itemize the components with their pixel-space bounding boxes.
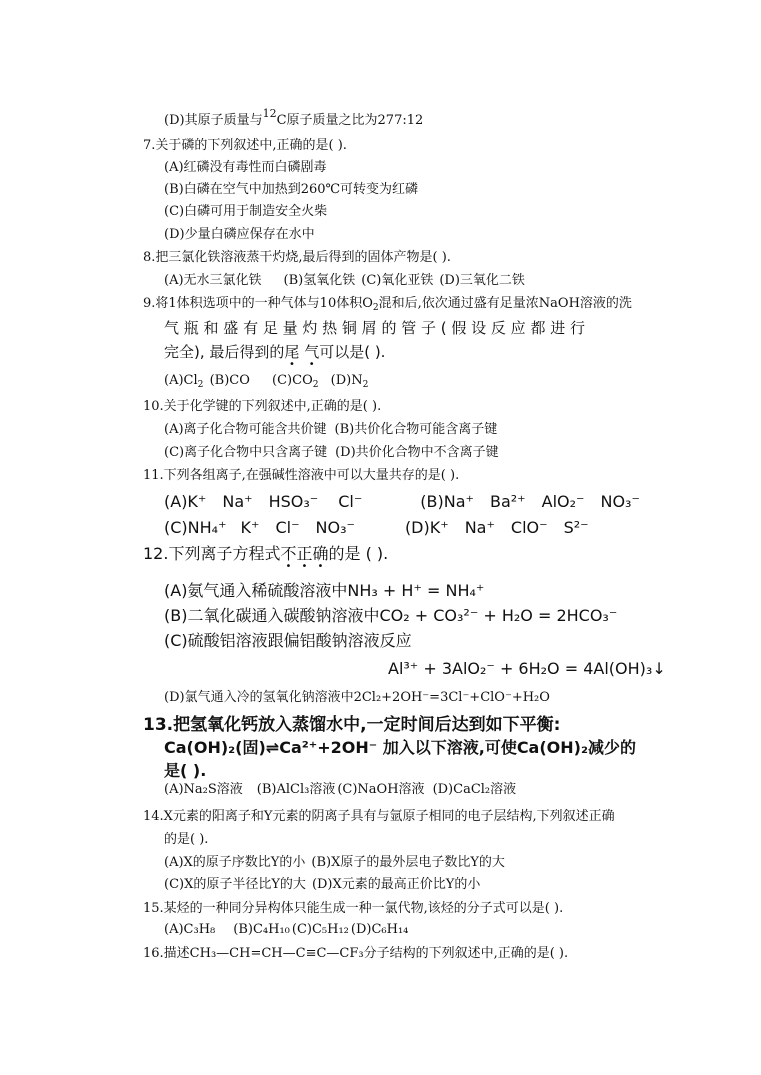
q10-options-ab xyxy=(164,421,497,439)
q9-option-a: $(A)Cl_2$ xyxy=(164,373,204,390)
q14-option-b: (B)X原子的最外层电子数比Y的大 xyxy=(311,855,505,870)
q15-option-a: (A)C₃H₈ xyxy=(164,922,216,937)
q9-option-c: $(C)CO_2$ xyxy=(272,373,319,390)
q11-d-ion-2: Na⁺ xyxy=(464,518,495,537)
q15-option-b: (B)C₄H₁₀ xyxy=(233,922,290,937)
q11-a-ion-2: Na⁺ xyxy=(222,492,253,511)
q11-d-ion-1: (D)K⁺ xyxy=(404,518,449,537)
q11-a-ion-4: Cl⁻ xyxy=(338,492,363,511)
q15-stem: 15.某烃的一种同分异构体只能生成一种一氯代物,该烃的分子式可以是( ). xyxy=(143,901,564,916)
q7-stem: 7.关于磷的下列叙述中,正确的是( ). xyxy=(143,138,347,153)
q11-b-ion-2: Ba²⁺ xyxy=(489,492,526,511)
q10-option-a: (A)离子化合物可能含共价键 xyxy=(164,422,327,437)
q10-option-d: (D)共价化合物中不含离子键 xyxy=(335,445,499,460)
q15-options xyxy=(164,921,408,939)
q14-options-cd xyxy=(164,876,480,894)
q9-stem-3-pre: 完全), 最后得到的 xyxy=(164,343,285,361)
q9-stem-1 xyxy=(143,295,632,313)
q13-option-d: (D)CaCl₂溶液 xyxy=(432,782,517,797)
q12-stem xyxy=(143,543,388,565)
q7-option-b: (B)白磷在空气中加热到260℃可转变为红磷 xyxy=(164,182,419,197)
q14-option-c: (C)X的原子半径比Y的大 xyxy=(164,877,306,892)
q14-stem-2: 的是( ). xyxy=(164,832,209,847)
q7-option-a: (A)红磷没有毒性而白磷剧毒 xyxy=(164,160,327,175)
q11-options-ab xyxy=(164,491,640,513)
q15-option-d: (D)C₆H₁₄ xyxy=(350,922,409,937)
q9-options xyxy=(164,372,368,390)
q9-stem-1-post: 混和后,依次通过盛有足量浓NaOH溶液的洗 xyxy=(378,296,632,311)
q11-c-ion-4: NO₃⁻ xyxy=(315,518,355,537)
q14-option-d: (D)X元素的最高正价比Y的小 xyxy=(311,877,481,892)
q13-stem-3: 是( ). xyxy=(164,761,207,780)
q9-emph-1: 尾 xyxy=(284,343,300,361)
q12-option-c-equation: Al³⁺ + 3AlO₂⁻ + 6H₂O = 4Al(OH)₃↓ xyxy=(388,659,666,678)
q16-stem: 16.描述CH₃—CH=CH—C≡C—CF₃分子结构的下列叙述中,正确的是( ). xyxy=(143,946,569,961)
q13-stem-2: Ca(OH)₂(固)⇌Ca²⁺+2OH⁻ 加入以下溶液,可使Ca(OH)₂减少的 xyxy=(164,738,636,757)
q6-option-d xyxy=(164,107,424,130)
q9-stem-2: 气 瓶 和 盛 有 足 量 灼 热 铜 屑 的 管 子 ( 假 设 反 应 都 进 行 xyxy=(164,319,585,337)
q10-stem: 10.关于化学键的下列叙述中,正确的是( ). xyxy=(143,399,382,414)
q11-a-ion-1: (A)K⁺ xyxy=(164,492,207,511)
q12-stem-pre: 12.下列离子方程式 xyxy=(143,544,281,563)
q14-options-ab xyxy=(164,854,505,872)
q11-a-ion-3: HSO₃⁻ xyxy=(268,492,319,511)
q13-option-a: (A)Na₂S溶液 xyxy=(164,782,243,797)
q11-b-ion-3: AlO₂⁻ xyxy=(541,492,585,511)
q6-option-d-pre: (D)其原子质量与 xyxy=(164,113,263,128)
q12-option-c: (C)硫酸铝溶液跟偏铝酸钠溶液反应 xyxy=(164,631,412,650)
q9-stem-1-pre: 9.将1体积选项中的一种气体与10体积O xyxy=(143,296,373,311)
q12-emph-3: 确 xyxy=(312,544,329,563)
q8-option-c: (C)氧化亚铁 xyxy=(361,273,434,288)
q11-c-ion-3: Cl⁻ xyxy=(275,518,300,537)
q12-emph-2: 正 xyxy=(296,544,313,563)
q12-stem-post: 的是 ( ). xyxy=(328,544,389,563)
q12-option-b: (B)二氧化碳通入碳酸钠溶液中CO₂ + CO₃²⁻ + H₂O = 2HCO₃⁻ xyxy=(164,606,618,625)
q12-emph-1: 不 xyxy=(280,544,297,563)
q11-b-ion-4: NO₃⁻ xyxy=(600,492,640,511)
q10-options-cd xyxy=(164,444,499,462)
q9-emph-2: 气 xyxy=(304,343,320,361)
q11-stem: 11.下列各组离子,在强碱性溶液中可以大量共存的是( ). xyxy=(143,468,460,483)
q11-options-cd xyxy=(164,517,589,539)
q11-c-ion-2: K⁺ xyxy=(240,518,260,537)
q9-stem-1-sub: 2 xyxy=(372,303,379,313)
q10-option-b: (B)共价化合物可能含离子键 xyxy=(334,422,498,437)
q14-option-a: (A)X的原子序数比Y的小 xyxy=(164,855,306,870)
q8-option-a: (A)无水三氯化铁 xyxy=(164,273,262,288)
q13-option-b: (B)AlCl₃溶液 xyxy=(256,782,336,797)
q13-options xyxy=(164,781,516,799)
q8-options xyxy=(164,272,525,290)
q9-option-b: (B)CO xyxy=(209,373,250,388)
q7-option-c: (C)白磷可用于制造安全火柴 xyxy=(164,204,328,219)
q12-option-d: (D)氯气通入冷的氢氧化钠溶液中2Cl₂+2OH⁻=3Cl⁻+ClO⁻+H₂O xyxy=(164,690,550,705)
q12-option-a: (A)氨气通入稀硫酸溶液中NH₃ + H⁺ = NH₄⁺ xyxy=(164,581,485,600)
q9-stem-3-post: 可以是( ). xyxy=(319,343,386,361)
q13-stem-1: 13.把氢氧化钙放入蒸馏水中,一定时间后达到如下平衡: xyxy=(143,715,561,735)
q11-c-ion-1: (C)NH₄⁺ xyxy=(164,518,227,537)
q8-option-d: (D)三氧化二铁 xyxy=(439,273,525,288)
q9-stem-3 xyxy=(164,341,385,363)
q9-option-d: $(D)N_2$ xyxy=(330,373,369,390)
q14-stem-1: 14.X元素的阳离子和Y元素的阴离子具有与氩原子相同的电子层结构,下列叙述正确 xyxy=(143,809,615,824)
q6-option-d-post: C原子质量之比为277:12 xyxy=(276,113,424,128)
q11-d-ion-4: S²⁻ xyxy=(563,518,589,537)
q11-d-ion-3: ClO⁻ xyxy=(510,518,548,537)
q8-option-b: (B)氢氧化铁 xyxy=(283,273,356,288)
q13-option-c: (C)NaOH溶液 xyxy=(337,782,425,797)
q8-stem: 8.把三氯化铁溶液蒸干灼烧,最后得到的固体产物是( ). xyxy=(143,250,451,265)
q11-b-ion-1: (B)Na⁺ xyxy=(420,492,474,511)
q7-option-d: (D)少量白磷应保存在水中 xyxy=(164,227,315,242)
q6-option-d-sup: 12 xyxy=(262,107,277,120)
q15-option-c: (C)C₅H₁₂ xyxy=(291,922,349,937)
q10-option-c: (C)离子化合物中只含离子键 xyxy=(164,445,328,460)
